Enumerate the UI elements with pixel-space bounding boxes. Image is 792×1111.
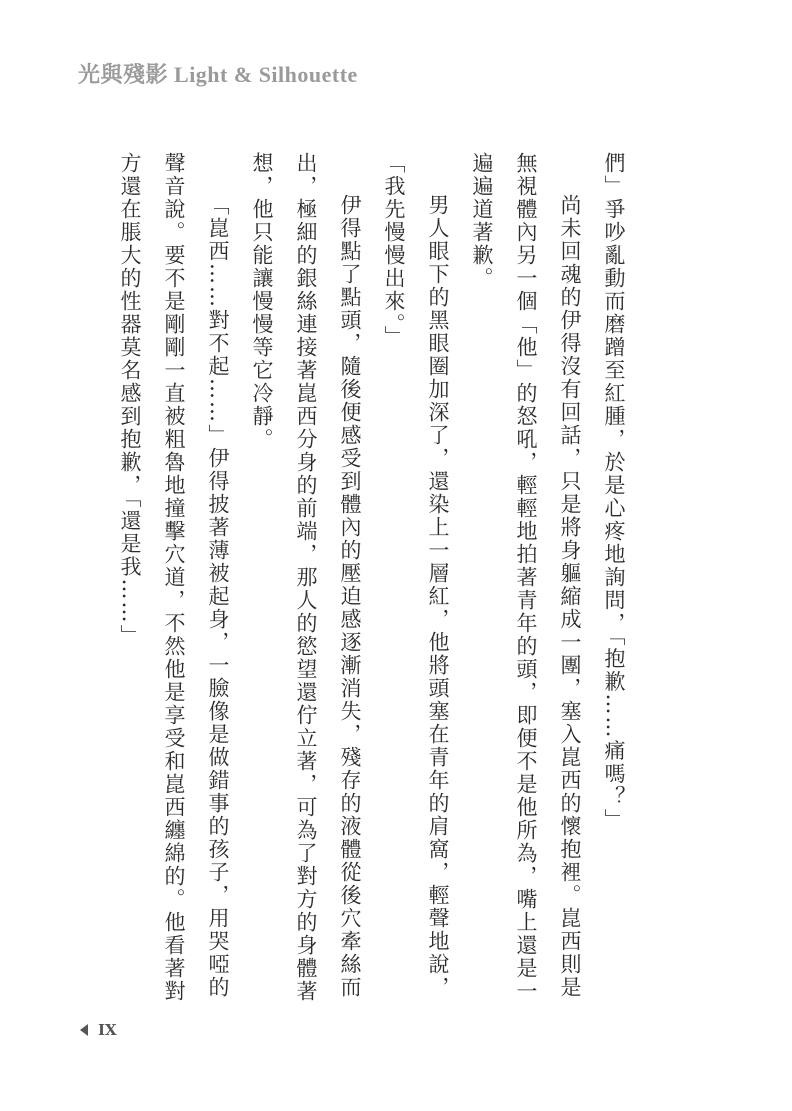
- paragraph-3: 男人眼下的黑眼圈加深了，還染上一層紅，他將頭塞在青年的肩窩，輕聲地說，「我先慢慢出來。」: [382, 152, 450, 999]
- paragraph-4: 伊得點了點頭，隨後便感受到體內的壓迫感逐漸消失，殘存的液體從後穴牽絲而出，極細的銀絲連接著崑西分身的前端，那人的慾望還佇立著，可為了對方的身體著想，他只能讓慢慢等它冷靜。: [250, 152, 362, 1003]
- page-number: IX: [98, 1021, 117, 1039]
- paragraph-1: 們」爭吵亂動而磨蹭至紅腫，於是心疼地詢問，「抱歉……痛嗎？」: [602, 152, 626, 832]
- book-title-english: Light & Silhouette: [174, 62, 358, 87]
- page-arrow-icon: [80, 1024, 88, 1036]
- body-text: [76, 152, 636, 1012]
- book-title-chinese: 光與殘影: [78, 62, 169, 88]
- running-header: [78, 58, 358, 89]
- paragraph-2: 尚未回魂的伊得沒有回話，只是將身軀縮成一團，塞入崑西的懷抱裡。崑西則是無視體內另一個「他」的怒吼，輕輕地拍著青年的頭，即便不是他所為，嘴上還是一遍遍道著歉。: [470, 152, 582, 1003]
- paragraph-5: 「崑西……對不起……」伊得披著薄被起身，一臉像是做錯事的孩子，用哭啞的聲音說。要不是剛剛一直被粗魯地撞擊穴道，不然他是享受和崑西纏綿的。他看著對方還在脹大的性器莫名感到抱歉，「還是我……」: [118, 152, 230, 1003]
- page-footer: [80, 1021, 117, 1039]
